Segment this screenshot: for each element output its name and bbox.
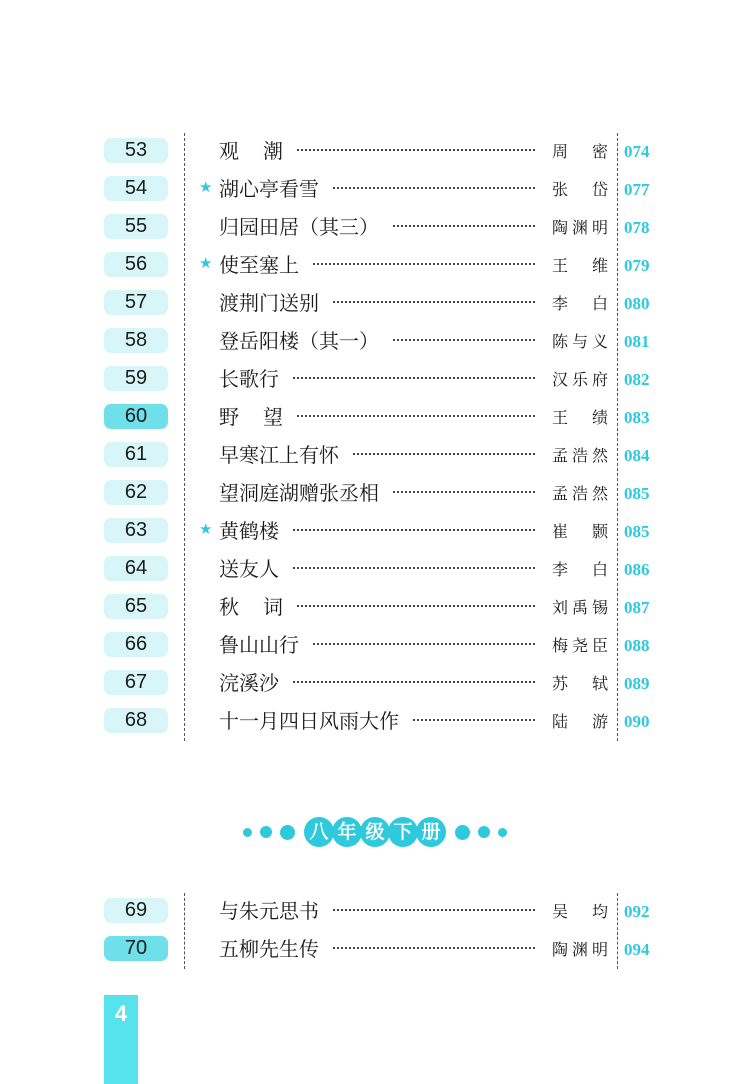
- leader-dots: [313, 263, 535, 265]
- decor-dot: [243, 828, 252, 837]
- entry-title: 鲁山山行: [219, 633, 299, 657]
- entry-page: 089: [624, 674, 650, 693]
- leader-dots: [393, 225, 535, 227]
- entry-number: 56: [104, 252, 168, 277]
- entry-author: 张岱: [552, 180, 608, 199]
- entry-author: 孟浩然: [552, 446, 608, 465]
- entry-page: 081: [624, 332, 650, 351]
- toc-entry[interactable]: [0, 551, 750, 589]
- entry-number: 57: [104, 290, 168, 315]
- leader-dots: [333, 909, 535, 911]
- leader-dots: [353, 453, 535, 455]
- entry-number: 64: [104, 556, 168, 581]
- section-title-char: 年: [332, 817, 362, 847]
- entry-page: 077: [624, 180, 650, 199]
- entry-page: 078: [624, 218, 650, 237]
- entry-page: 079: [624, 256, 650, 275]
- entry-title: 浣溪沙: [219, 671, 279, 695]
- entry-number: 54: [104, 176, 168, 201]
- entry-page: 074: [624, 142, 650, 161]
- entry-author: 陈与义: [552, 332, 608, 351]
- leader-dots: [293, 529, 535, 531]
- decor-dot: [498, 828, 507, 837]
- toc-entry[interactable]: [0, 133, 750, 171]
- entry-title: 与朱元思书: [219, 899, 319, 923]
- entry-author: 李白: [552, 560, 608, 579]
- entry-author: 崔颢: [552, 522, 608, 541]
- entry-number: 66: [104, 632, 168, 657]
- entry-author: 王绩: [552, 408, 608, 427]
- entry-title: 使至塞上: [219, 253, 299, 277]
- entry-title: 望洞庭湖赠张丞相: [219, 481, 379, 505]
- toc-entry[interactable]: [0, 247, 750, 285]
- entry-author: 吴均: [552, 902, 608, 921]
- entry-author: 刘禹锡: [552, 598, 608, 617]
- entry-title: 渡荆门送别: [219, 291, 319, 315]
- entry-page: 083: [624, 408, 650, 427]
- section-title-char: 级: [360, 817, 390, 847]
- entry-author: 李白: [552, 294, 608, 313]
- entry-page: 080: [624, 294, 650, 313]
- decor-dot: [280, 825, 295, 840]
- toc-entry[interactable]: [0, 323, 750, 361]
- star-icon: ★: [199, 520, 213, 538]
- toc-entry[interactable]: [0, 513, 750, 551]
- toc-entry[interactable]: [0, 209, 750, 247]
- entry-author: 孟浩然: [552, 484, 608, 503]
- toc-lower: [0, 893, 750, 969]
- entry-title: 秋词: [219, 595, 307, 619]
- decor-dot: [455, 825, 470, 840]
- entry-author: 汉乐府: [552, 370, 608, 389]
- toc-entry[interactable]: [0, 285, 750, 323]
- entry-number: 68: [104, 708, 168, 733]
- leader-dots: [393, 339, 535, 341]
- toc-entry[interactable]: [0, 437, 750, 475]
- entry-author: 梅尧臣: [552, 636, 608, 655]
- toc-entry[interactable]: [0, 931, 750, 969]
- decor-dot: [478, 826, 490, 838]
- toc-entry[interactable]: [0, 171, 750, 209]
- entry-page: 090: [624, 712, 650, 731]
- entry-author: 陶渊明: [552, 218, 608, 237]
- entry-number: 59: [104, 366, 168, 391]
- entry-number: 58: [104, 328, 168, 353]
- entry-title: 登岳阳楼（其一）: [219, 329, 379, 353]
- entry-page: 092: [624, 902, 650, 921]
- decor-dot: [260, 826, 272, 838]
- page-number: 4: [114, 1001, 128, 1026]
- entry-page: 094: [624, 940, 650, 959]
- entry-page: 085: [624, 484, 650, 503]
- leader-dots: [297, 605, 535, 607]
- entry-number: 60: [104, 404, 168, 429]
- leader-dots: [293, 567, 535, 569]
- entry-author: 苏轼: [552, 674, 608, 693]
- leader-dots: [333, 187, 535, 189]
- entry-author: 王维: [552, 256, 608, 275]
- star-icon: ★: [199, 254, 213, 272]
- entry-author: 陆游: [552, 712, 608, 731]
- section-title-char: 册: [416, 817, 446, 847]
- toc-entry[interactable]: [0, 703, 750, 741]
- entry-page: 086: [624, 560, 650, 579]
- leader-dots: [333, 301, 535, 303]
- star-icon: ★: [199, 178, 213, 196]
- toc-entry[interactable]: [0, 361, 750, 399]
- entry-number: 61: [104, 442, 168, 467]
- leader-dots: [313, 643, 535, 645]
- entry-title: 观潮: [219, 139, 307, 163]
- entry-number: 53: [104, 138, 168, 163]
- entry-author: 陶渊明: [552, 940, 608, 959]
- entry-number: 69: [104, 898, 168, 923]
- toc-entry[interactable]: [0, 589, 750, 627]
- toc-entry[interactable]: [0, 399, 750, 437]
- entry-page: 088: [624, 636, 650, 655]
- entry-title: 送友人: [219, 557, 279, 581]
- entry-page: 082: [624, 370, 650, 389]
- entry-number: 70: [104, 936, 168, 961]
- entry-title: 十一月四日风雨大作: [219, 709, 399, 733]
- entry-title: 湖心亭看雪: [219, 177, 319, 201]
- entry-page: 085: [624, 522, 650, 541]
- entry-number: 63: [104, 518, 168, 543]
- leader-dots: [297, 415, 535, 417]
- entry-number: 62: [104, 480, 168, 505]
- entry-page: 084: [624, 446, 650, 465]
- leader-dots: [293, 377, 535, 379]
- entry-number: 55: [104, 214, 168, 239]
- entry-title: 长歌行: [219, 367, 279, 391]
- leader-dots: [393, 491, 535, 493]
- entry-number: 65: [104, 594, 168, 619]
- leader-dots: [333, 947, 535, 949]
- entry-title: 归园田居（其三）: [219, 215, 379, 239]
- section-title-char: 八: [304, 817, 334, 847]
- section-heading: [0, 815, 750, 849]
- toc-entry[interactable]: [0, 627, 750, 665]
- leader-dots: [293, 681, 535, 683]
- entry-number: 67: [104, 670, 168, 695]
- section-title-char: 下: [388, 817, 418, 847]
- toc-entry[interactable]: [0, 475, 750, 513]
- toc-entry[interactable]: [0, 893, 750, 931]
- leader-dots: [413, 719, 535, 721]
- page-number-tab: [104, 995, 138, 1084]
- entry-title: 黄鹤楼: [219, 519, 279, 543]
- toc-upper: [0, 133, 750, 741]
- entry-author: 周密: [552, 142, 608, 161]
- entry-title: 早寒江上有怀: [219, 443, 339, 467]
- leader-dots: [297, 149, 535, 151]
- entry-page: 087: [624, 598, 650, 617]
- toc-entry[interactable]: [0, 665, 750, 703]
- entry-title: 五柳先生传: [219, 937, 319, 961]
- entry-title: 野望: [219, 405, 307, 429]
